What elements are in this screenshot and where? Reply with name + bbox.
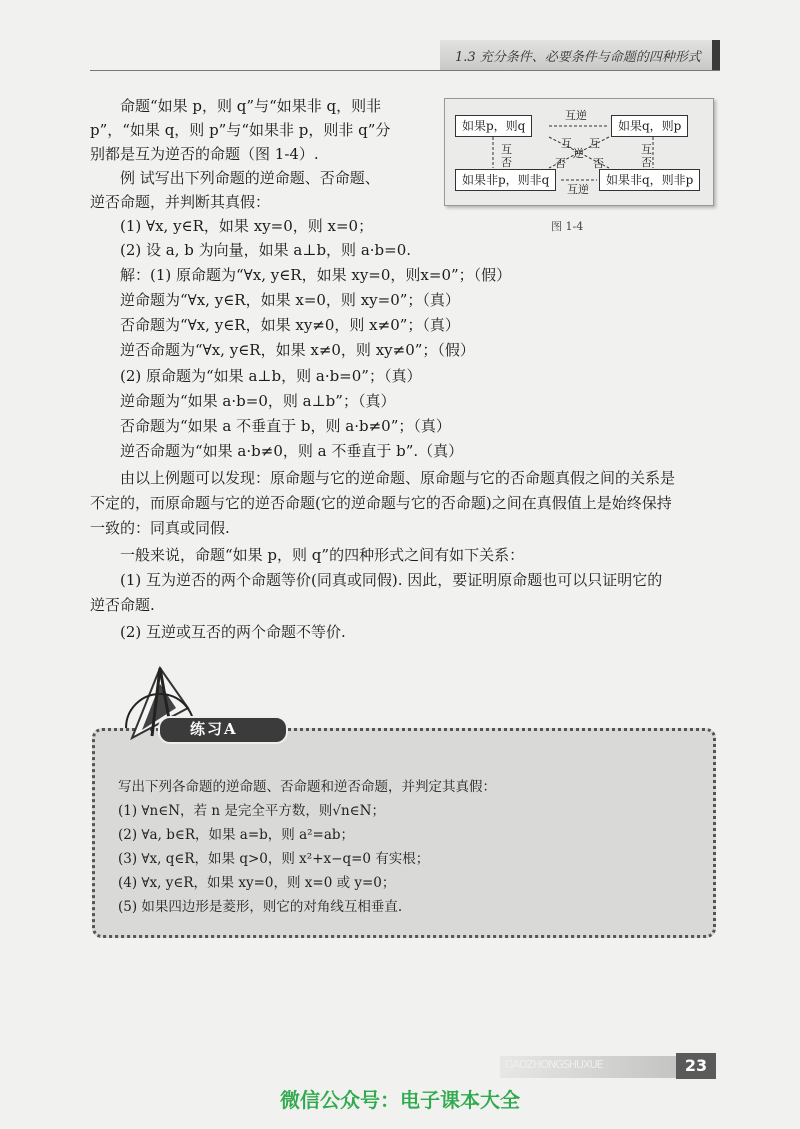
conclusion-line: (2) 互逆或互否的两个命题不等价. [120, 623, 346, 641]
solution-line: 解：(1) 原命题为“∀x, y∈R，如果 xy=0，则x=0”；（假） [120, 266, 512, 284]
conclusion-line: (1) 互为逆否的两个命题等价(同真或同假). 因此，要证明原命题也可以只证明它的 [120, 571, 663, 589]
series-name: GAOZHONGSHUXUE [505, 1058, 603, 1071]
solution-line: 逆否命题为“∀x, y∈R，如果 x≠0，则 xy≠0”；（假） [120, 341, 475, 359]
solution-line: (2) 原命题为“如果 a⊥b，则 a·b=0”；（真） [120, 367, 422, 385]
exercise-instruction: 写出下列各命题的逆命题、否命题和逆否命题，并判定其真假： [118, 779, 496, 795]
exercise-item: (5) 如果四边形是菱形，则它的对角线互相垂直. [118, 899, 403, 915]
example-line: 例 试写出下列命题的逆命题、否命题、 [120, 169, 380, 187]
figure-box-contrapositive: 如果非q，则非p [599, 169, 700, 191]
conclusion-line: 一般来说，命题“如果 p，则 q”的四种形式之间有如下关系： [120, 546, 525, 564]
exercise-item: (1) ∀n∈N，若 n 是完全平方数，则√n∈N； [118, 803, 385, 819]
example-line: 逆否命题，并判断其真假： [90, 193, 271, 211]
figure-caption: 图 1-4 [551, 220, 584, 233]
figure-box-inverse: 如果非p，则非q [455, 169, 556, 191]
figure-box-converse: 如果q，则p [611, 115, 688, 137]
figure-label-cross: 否 [555, 157, 566, 170]
header-accent-bar [712, 40, 720, 70]
figure-label-cross: 否 [593, 157, 604, 170]
solution-line: 否命题为“如果 a 不垂直于 b，则 a·b≠0”；（真） [120, 417, 451, 435]
intro-line: 别都是互为逆否的命题（图 1-4）. [90, 145, 319, 163]
figure-label-converse-bottom: 互逆 [567, 183, 589, 196]
solution-line: 逆否命题为“如果 a·b≠0，则 a 不垂直于 b”.（真） [120, 442, 464, 460]
example-line: (1) ∀x, y∈R，如果 xy=0，则 x=0； [120, 217, 374, 235]
header-rule [90, 70, 720, 71]
figure-label-inverse-right: 互 否 [641, 143, 652, 169]
figure-1-4 [444, 98, 714, 206]
intro-line: p”，“如果 q，则 p”与“如果非 p，则非 q”分 [90, 121, 391, 139]
solution-line: 否命题为“∀x, y∈R，如果 xy≠0，则 x≠0”；（真） [120, 316, 460, 334]
exercise-item: (3) ∀x, q∈R，如果 q>0，则 x²+x−q=0 有实根； [118, 851, 430, 867]
figure-label-inverse-left: 互 否 [501, 143, 512, 169]
intro-line: 命题“如果 p，则 q”与“如果非 q，则非 [120, 97, 382, 115]
exercise-item: (2) ∀a, b∈R，如果 a=b，则 a²=ab； [118, 827, 355, 843]
solution-line: 逆命题为“∀x, y∈R，如果 x=0，则 xy=0”；（真） [120, 291, 460, 309]
example-line: (2) 设 a, b 为向量，如果 a⊥b，则 a·b=0. [120, 241, 412, 259]
watermark-text: 微信公众号：电子课本大全 [280, 1088, 520, 1112]
figure-label-cross: 互 [561, 137, 572, 150]
figure-label-converse: 互逆 [565, 109, 587, 122]
figure-label-cross: 互 [589, 137, 600, 150]
section-title: 1.3 充分条件、必要条件与命题的四种形式 [455, 50, 701, 65]
conclusion-line: 不定的，而原命题与它的逆否命题(它的逆命题与它的否命题)之间在真假值上是始终保持 [90, 494, 672, 512]
conclusion-line: 由以上例题可以发现：原命题与它的逆命题、原命题与它的否命题真假之间的关系是 [120, 469, 676, 487]
solution-line: 逆命题为“如果 a·b=0，则 a⊥b”；（真） [120, 392, 396, 410]
figure-box-original: 如果p，则q [455, 115, 532, 137]
conclusion-line: 逆否命题. [90, 596, 155, 614]
exercise-tab-label: 练习A [190, 720, 238, 738]
figure-label-cross: 逆 [573, 147, 584, 160]
page-number: 23 [676, 1053, 716, 1079]
exercise-item: (4) ∀x, y∈R，如果 xy=0，则 x=0 或 y=0； [118, 875, 396, 891]
conclusion-line: 一致的：同真或同假. [90, 519, 230, 537]
